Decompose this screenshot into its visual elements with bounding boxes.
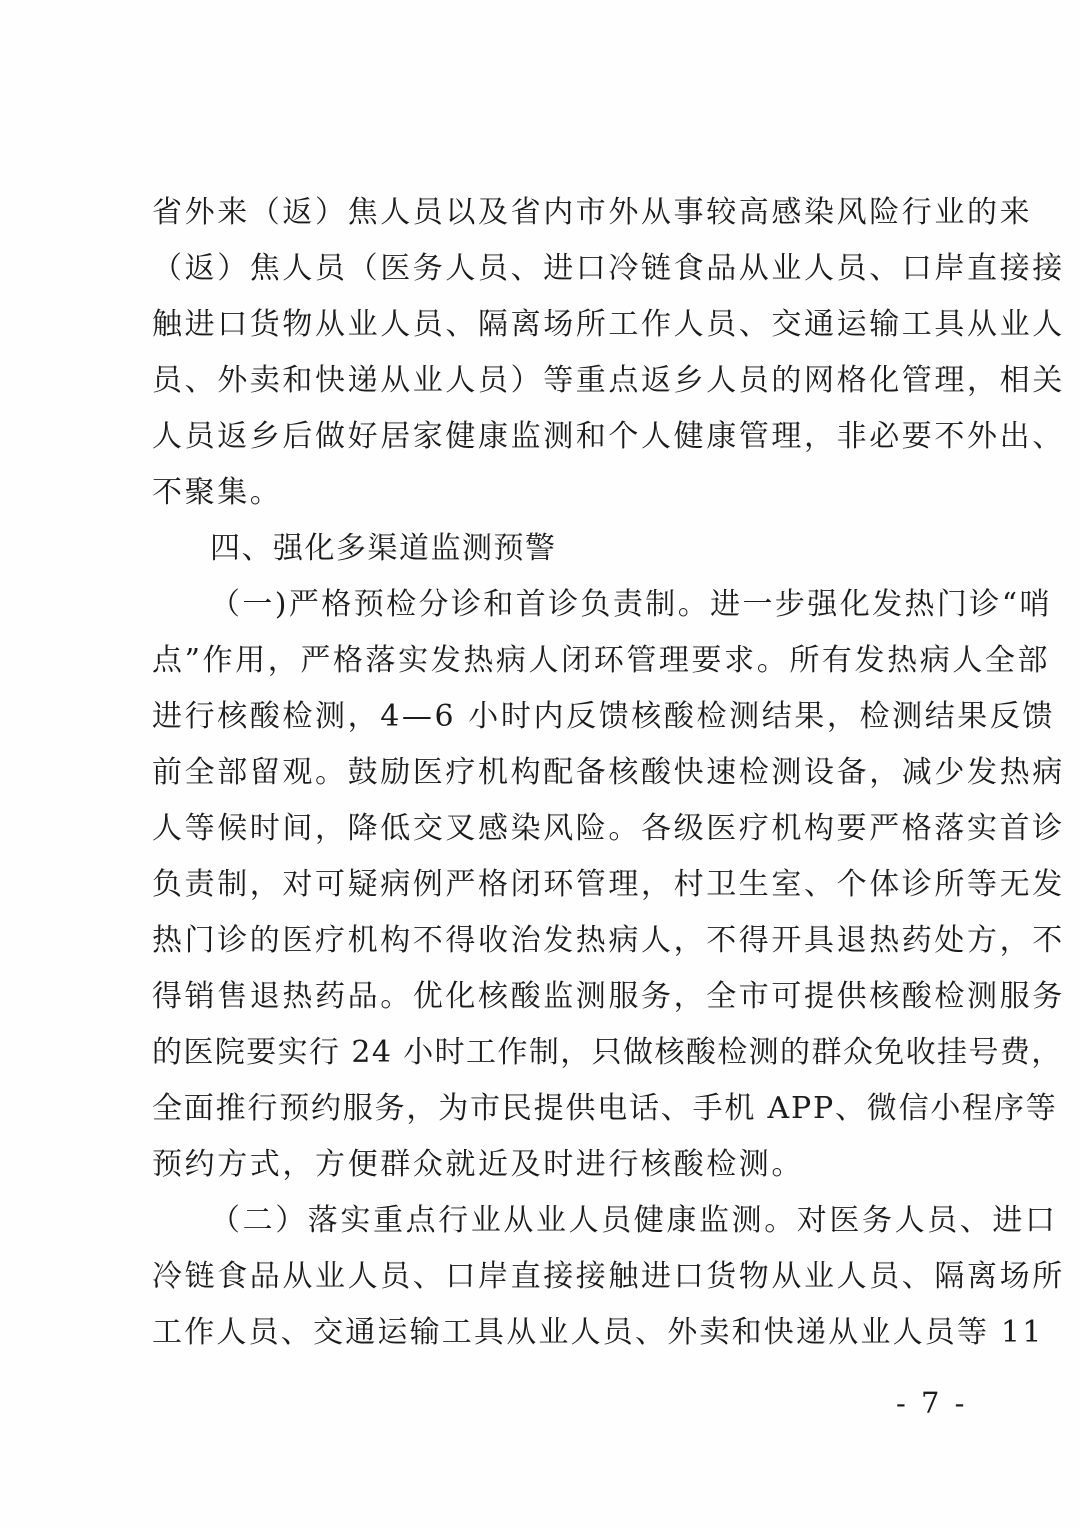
text-line-21: 工作人员、交通运输工具从业人员、外卖和快递从业人员等 11 bbox=[152, 1315, 1044, 1350]
page-number: - 7 - bbox=[896, 1386, 968, 1420]
text-line-9: 点”作用，严格落实发热病人闭环管理要求。所有发热病人全部 bbox=[152, 643, 1051, 678]
text-line-2: （返）焦人员（医务人员、进口冷链食品从业人员、口岸直接接 bbox=[152, 251, 1065, 286]
text-line-14: 热门诊的医疗机构不得收治发热病人，不得开具退热药处方，不 bbox=[152, 923, 1065, 958]
text-line-20: 冷链食品从业人员、口岸直接接触进口货物从业人员、隔离场所 bbox=[152, 1259, 1065, 1294]
text-line-16: 的医院要实行 24 小时工作制，只做核酸检测的群众免收挂号费， bbox=[152, 1035, 1063, 1070]
section-heading: 四、强化多渠道监测预警 bbox=[210, 531, 557, 566]
text-line-8: （一)严格预检分诊和首诊负责制。进一步强化发热门诊“哨 bbox=[210, 587, 1052, 622]
text-line-6: 不聚集。 bbox=[152, 475, 283, 510]
text-line-19: （二）落实重点行业从业人员健康监测。对医务人员、进口 bbox=[210, 1203, 1058, 1238]
text-line-11: 前全部留观。鼓励医疗机构配备核酸快速检测设备，减少发热病 bbox=[152, 755, 1065, 790]
text-line-13: 负责制，对可疑病例严格闭环管理，村卫生室、个体诊所等无发 bbox=[152, 867, 1065, 902]
text-line-4: 员、外卖和快递从业人员）等重点返乡人员的网格化管理，相关 bbox=[152, 363, 1065, 398]
text-line-3: 触进口货物从业人员、隔离场所工作人员、交通运输工具从业人 bbox=[152, 307, 1065, 342]
text-line-12: 人等候时间，降低交叉感染风险。各级医疗机构要严格落实首诊 bbox=[152, 811, 1065, 846]
text-line-17: 全面推行预约服务，为市民提供电话、手机 APP、微信小程序等 bbox=[152, 1091, 1058, 1126]
text-line-18: 预约方式，方便群众就近及时进行核酸检测。 bbox=[152, 1147, 804, 1182]
text-line-10: 进行核酸检测，4—6 小时内反馈核酸检测结果，检测结果反馈 bbox=[152, 699, 1056, 734]
text-line-1: 省外来（返）焦人员以及省内市外从事较高感染风险行业的来 bbox=[152, 195, 1033, 230]
text-line-5: 人员返乡后做好居家健康监测和个人健康管理，非必要不外出、 bbox=[152, 419, 1065, 454]
text-line-15: 得销售退热药品。优化核酸监测服务，全市可提供核酸检测服务 bbox=[152, 979, 1065, 1014]
